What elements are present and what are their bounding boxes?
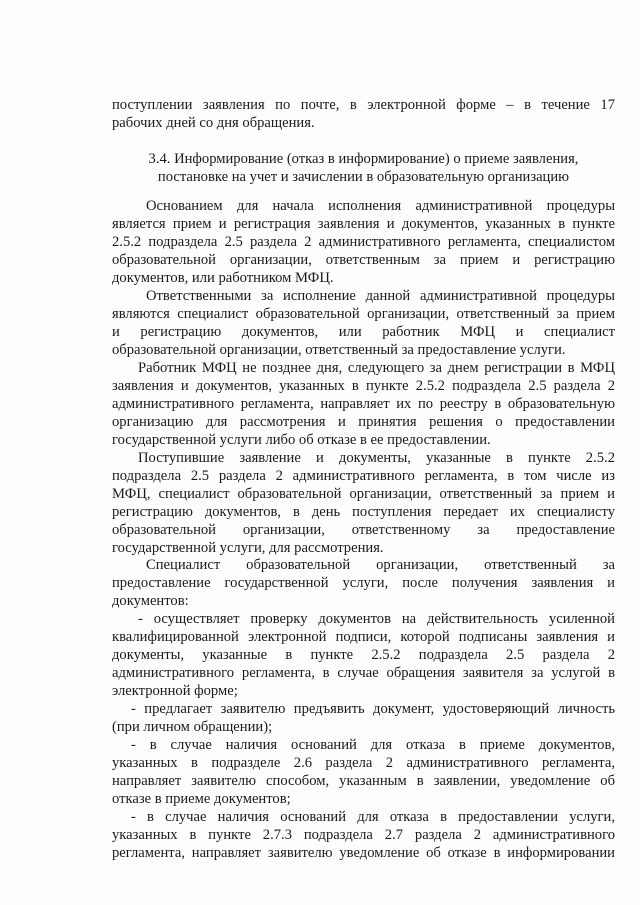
list-item-line: - в случае наличия оснований для отказа в приеме документов, bbox=[131, 737, 615, 753]
list-item-line: регламента, направляет заявителю уведомление об отказе в информировании bbox=[112, 845, 615, 861]
text-line: регистрацию документов, в день поступления передает их специалисту bbox=[112, 504, 615, 520]
list-item-line: (при личном обращении); bbox=[112, 719, 273, 735]
section-heading: 3.4. Информирование (отказ в информирование) о приеме заявления, bbox=[148, 151, 579, 167]
text-line: Основанием для начала исполнения административной процедуры bbox=[146, 198, 615, 214]
text-line: и регистрацию документов, или работник МФЦ и специалист bbox=[112, 324, 615, 340]
text-line: административного регламента, направляет их по реестру в образовательную bbox=[112, 396, 615, 412]
list-item-line: - предлагает заявителю предъявить документ, удостоверяющий личность bbox=[131, 701, 615, 717]
text-line: МФЦ, специалист образовательной организации, ответственный за прием и bbox=[112, 486, 615, 502]
list-item-line: - осуществляет проверку документов на действительность усиленной bbox=[138, 611, 615, 627]
list-item-line: указанных в подразделе 2.6 раздела 2 административного регламента, bbox=[112, 755, 615, 771]
list-item-line: отказе в приеме документов; bbox=[112, 791, 291, 807]
text-line: организацию для рассмотрения и принятия решения о предоставлении bbox=[112, 414, 615, 430]
text-line: являются специалист образовательной организации, ответственный за прием bbox=[112, 306, 615, 322]
text-line: образовательной организации, ответственным за прием и регистрацию bbox=[112, 252, 615, 268]
list-item-line: направляет заявителю способом, указанным в заявлении, уведомление об bbox=[112, 773, 615, 789]
list-item-line: указанных в пункте 2.7.3 подраздела 2.7 раздела 2 административного bbox=[112, 827, 615, 843]
text-line: образовательной организации, ответственному за предоставление bbox=[112, 522, 615, 538]
text-line: является прием и регистрация заявления и документов, указанных в пункте bbox=[112, 216, 615, 232]
text-line: документов, или работником МФЦ. bbox=[112, 270, 334, 286]
text-line: Ответственными за исполнение данной административной процедуры bbox=[146, 288, 615, 304]
text-line: Специалист образовательной организации, ответственный за bbox=[146, 557, 615, 573]
text-line: 2.5.2 подраздела 2.5 раздела 2 административного регламента, специалистом bbox=[112, 234, 615, 250]
text-line: поступлении заявления по почте, в электронной форме – в течение 17 bbox=[112, 97, 615, 113]
text-line: рабочих дней со дня обращения. bbox=[112, 115, 315, 131]
section-heading: постановке на учет и зачислении в образовательную организацию bbox=[157, 169, 570, 185]
list-item-line: - в случае наличия оснований для отказа в предоставлении услуги, bbox=[131, 809, 615, 825]
text-line: документов: bbox=[112, 593, 189, 609]
list-item-line: документы, указанные в пункте 2.5.2 подраздела 2.5 раздела 2 bbox=[112, 647, 615, 663]
text-line: государственной услуги, для рассмотрения. bbox=[112, 540, 384, 556]
text-line: Работник МФЦ не позднее дня, следующего за днем регистрации в МФЦ bbox=[138, 360, 615, 376]
list-item-line: административного регламента, в случае обращения заявителя за услугой в bbox=[112, 665, 615, 681]
text-line: подраздела 2.5 раздела 2 административного регламента, в том числе из bbox=[112, 468, 615, 484]
text-line: Поступившие заявление и документы, указанные в пункте 2.5.2 bbox=[138, 450, 615, 466]
list-item-line: квалифицированной электронной подписи, которой подписаны заявления и bbox=[112, 629, 615, 645]
text-line: государственной услуги либо об отказе в ее предоставлении. bbox=[112, 432, 491, 448]
text-line: образовательной организации, ответственный за предоставление услуги. bbox=[112, 342, 566, 358]
text-line: заявления и документов, указанных в пункте 2.5.2 подраздела 2.5 раздела 2 bbox=[112, 378, 615, 394]
list-item-line: электронной форме; bbox=[112, 683, 238, 699]
text-line: предоставление государственной услуги, после получения заявления и bbox=[112, 575, 615, 591]
